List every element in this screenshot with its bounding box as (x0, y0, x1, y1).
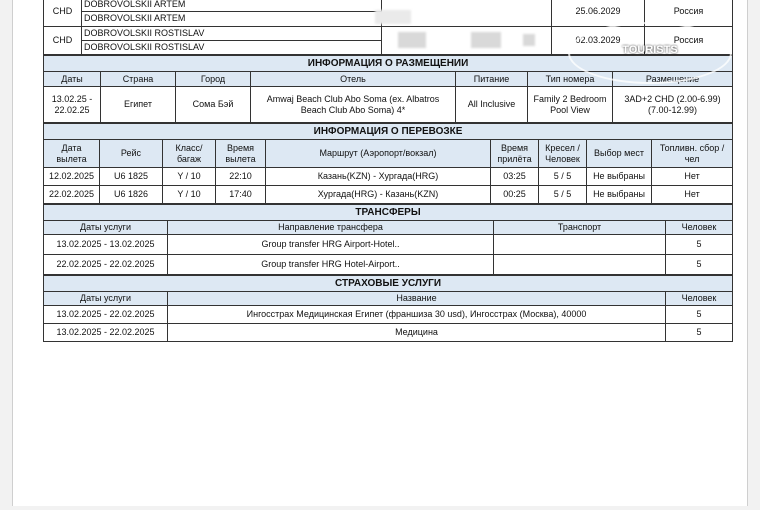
flight-date: 22.02.2025 (44, 186, 100, 204)
flight-seats: 5 / 5 (539, 186, 587, 204)
flight-departure: 22:10 (216, 168, 266, 186)
transfer-dates: 13.02.2025 - 13.02.2025 (44, 235, 168, 255)
table-row (44, 186, 733, 204)
flight-class: Y / 10 (163, 186, 216, 204)
accommodation-placement: 3AD+2 CHD (2.00-6.99) (7.00-12.99) (613, 87, 733, 123)
flight-seat-choice: Не выбраны (587, 168, 652, 186)
accommodation-room: Family 2 Bedroom Pool View (528, 87, 613, 123)
flight-class: Y / 10 (163, 168, 216, 186)
accommodation-meal: All Inclusive (456, 87, 528, 123)
flight-departure: 17:40 (216, 186, 266, 204)
transfer-direction: Group transfer HRG Hotel-Airport.. (168, 255, 494, 275)
accommodation-dates: 13.02.25 - 22.02.25 (44, 87, 101, 123)
col-header: Человек (666, 292, 733, 306)
tourist-name-sub: DOBROVOLSKII ARTEM (84, 13, 186, 23)
redaction-blur (471, 32, 501, 48)
accommodation-hotel: Amwaj Beach Club Abo Soma (ex. Albatros Beach Club Abo Soma) 4* (251, 87, 456, 123)
col-header: Направление трансфера (168, 221, 494, 235)
insurance-table (43, 275, 733, 342)
col-header: Питание (456, 72, 528, 87)
flight-route: Казань(KZN) - Хургада(HRG) (266, 168, 491, 186)
transfer-dates: 22.02.2025 - 22.02.2025 (44, 255, 168, 275)
col-header: Транспорт (494, 221, 666, 235)
watermark-text: TOURISTS (622, 44, 678, 56)
col-header: Человек (666, 221, 733, 235)
insurance-people: 5 (666, 324, 733, 342)
transport-title: ИНФОРМАЦИЯ О ПЕРЕВОЗКЕ (44, 124, 733, 140)
insurance-people: 5 (666, 306, 733, 324)
transport-table (43, 123, 733, 204)
table-row (44, 306, 733, 324)
col-header: Время прилёта (491, 140, 539, 168)
flight-arrival: 00:25 (491, 186, 539, 204)
redaction-blur (375, 10, 411, 24)
insurance-title: СТРАХОВЫЕ УСЛУГИ (44, 276, 733, 292)
tourist-type: CHD (44, 0, 82, 27)
col-header: Размещение (613, 72, 733, 87)
tourist-country: Россия (645, 27, 733, 55)
accommodation-city: Сома Бэй (176, 87, 251, 123)
col-header: Даты (44, 72, 101, 87)
col-header: Рейс (100, 140, 163, 168)
flight-number: U6 1825 (100, 168, 163, 186)
tourist-date: 25.06.2029 (552, 0, 645, 27)
col-header: Класс/ багаж (163, 140, 216, 168)
tourist-country: Россия (645, 0, 733, 27)
transfer-people: 5 (666, 255, 733, 275)
col-header: Город (176, 72, 251, 87)
col-header: Страна (101, 72, 176, 87)
tourist-date: 02.03.2029 (552, 27, 645, 55)
table-row (44, 324, 733, 342)
transfer-transport (494, 255, 666, 275)
col-header: Выбор мест (587, 140, 652, 168)
table-row (44, 168, 733, 186)
watermark-stamp (568, 22, 732, 84)
accommodation-title: ИНФОРМАЦИЯ О РАЗМЕЩЕНИИ (44, 56, 733, 72)
tourist-name: DOBROVOLSKII ROSTISLAV (82, 27, 381, 41)
flight-date: 12.02.2025 (44, 168, 100, 186)
insurance-dates: 13.02.2025 - 22.02.2025 (44, 324, 168, 342)
col-header: Даты услуги (44, 221, 168, 235)
col-header: Даты услуги (44, 292, 168, 306)
redaction-blur (523, 34, 535, 46)
transfers-title: ТРАНСФЕРЫ (44, 205, 733, 221)
flight-arrival: 03:25 (491, 168, 539, 186)
col-header: Кресел / Человек (539, 140, 587, 168)
flight-seat-choice: Не выбраны (587, 186, 652, 204)
col-header: Маршрут (Аэропорт/вокзал) (266, 140, 491, 168)
tourist-name: DOBROVOLSKII ARTEM (82, 0, 381, 12)
accommodation-country: Египет (101, 87, 176, 123)
document-page (12, 0, 748, 506)
transfer-direction: Group transfer HRG Airport-Hotel.. (168, 235, 494, 255)
col-header: Топливн. сбор / чел (652, 140, 733, 168)
table-row (44, 235, 733, 255)
flight-fuel: Нет (652, 168, 733, 186)
flight-number: U6 1826 (100, 186, 163, 204)
col-header: Название (168, 292, 666, 306)
insurance-name: Ингосстрах Медицинская Египет (франшиза 30 usd), Ингосстрах (Москва), 40000 (168, 306, 666, 324)
table-row (44, 255, 733, 275)
tourist-name-sub: DOBROVOLSKII ROSTISLAV (84, 42, 205, 52)
tourist-type: CHD (44, 27, 82, 55)
redaction-blur (398, 32, 426, 48)
col-header: Тип номера (528, 72, 613, 87)
transfers-table (43, 204, 733, 275)
insurance-name: Медицина (168, 324, 666, 342)
col-header: Время вылета (216, 140, 266, 168)
flight-seats: 5 / 5 (539, 168, 587, 186)
flight-fuel: Нет (652, 186, 733, 204)
col-header: Отель (251, 72, 456, 87)
transfer-people: 5 (666, 235, 733, 255)
transfer-transport (494, 235, 666, 255)
flight-route: Хургада(HRG) - Казань(KZN) (266, 186, 491, 204)
col-header: Дата вылета (44, 140, 100, 168)
insurance-dates: 13.02.2025 - 22.02.2025 (44, 306, 168, 324)
